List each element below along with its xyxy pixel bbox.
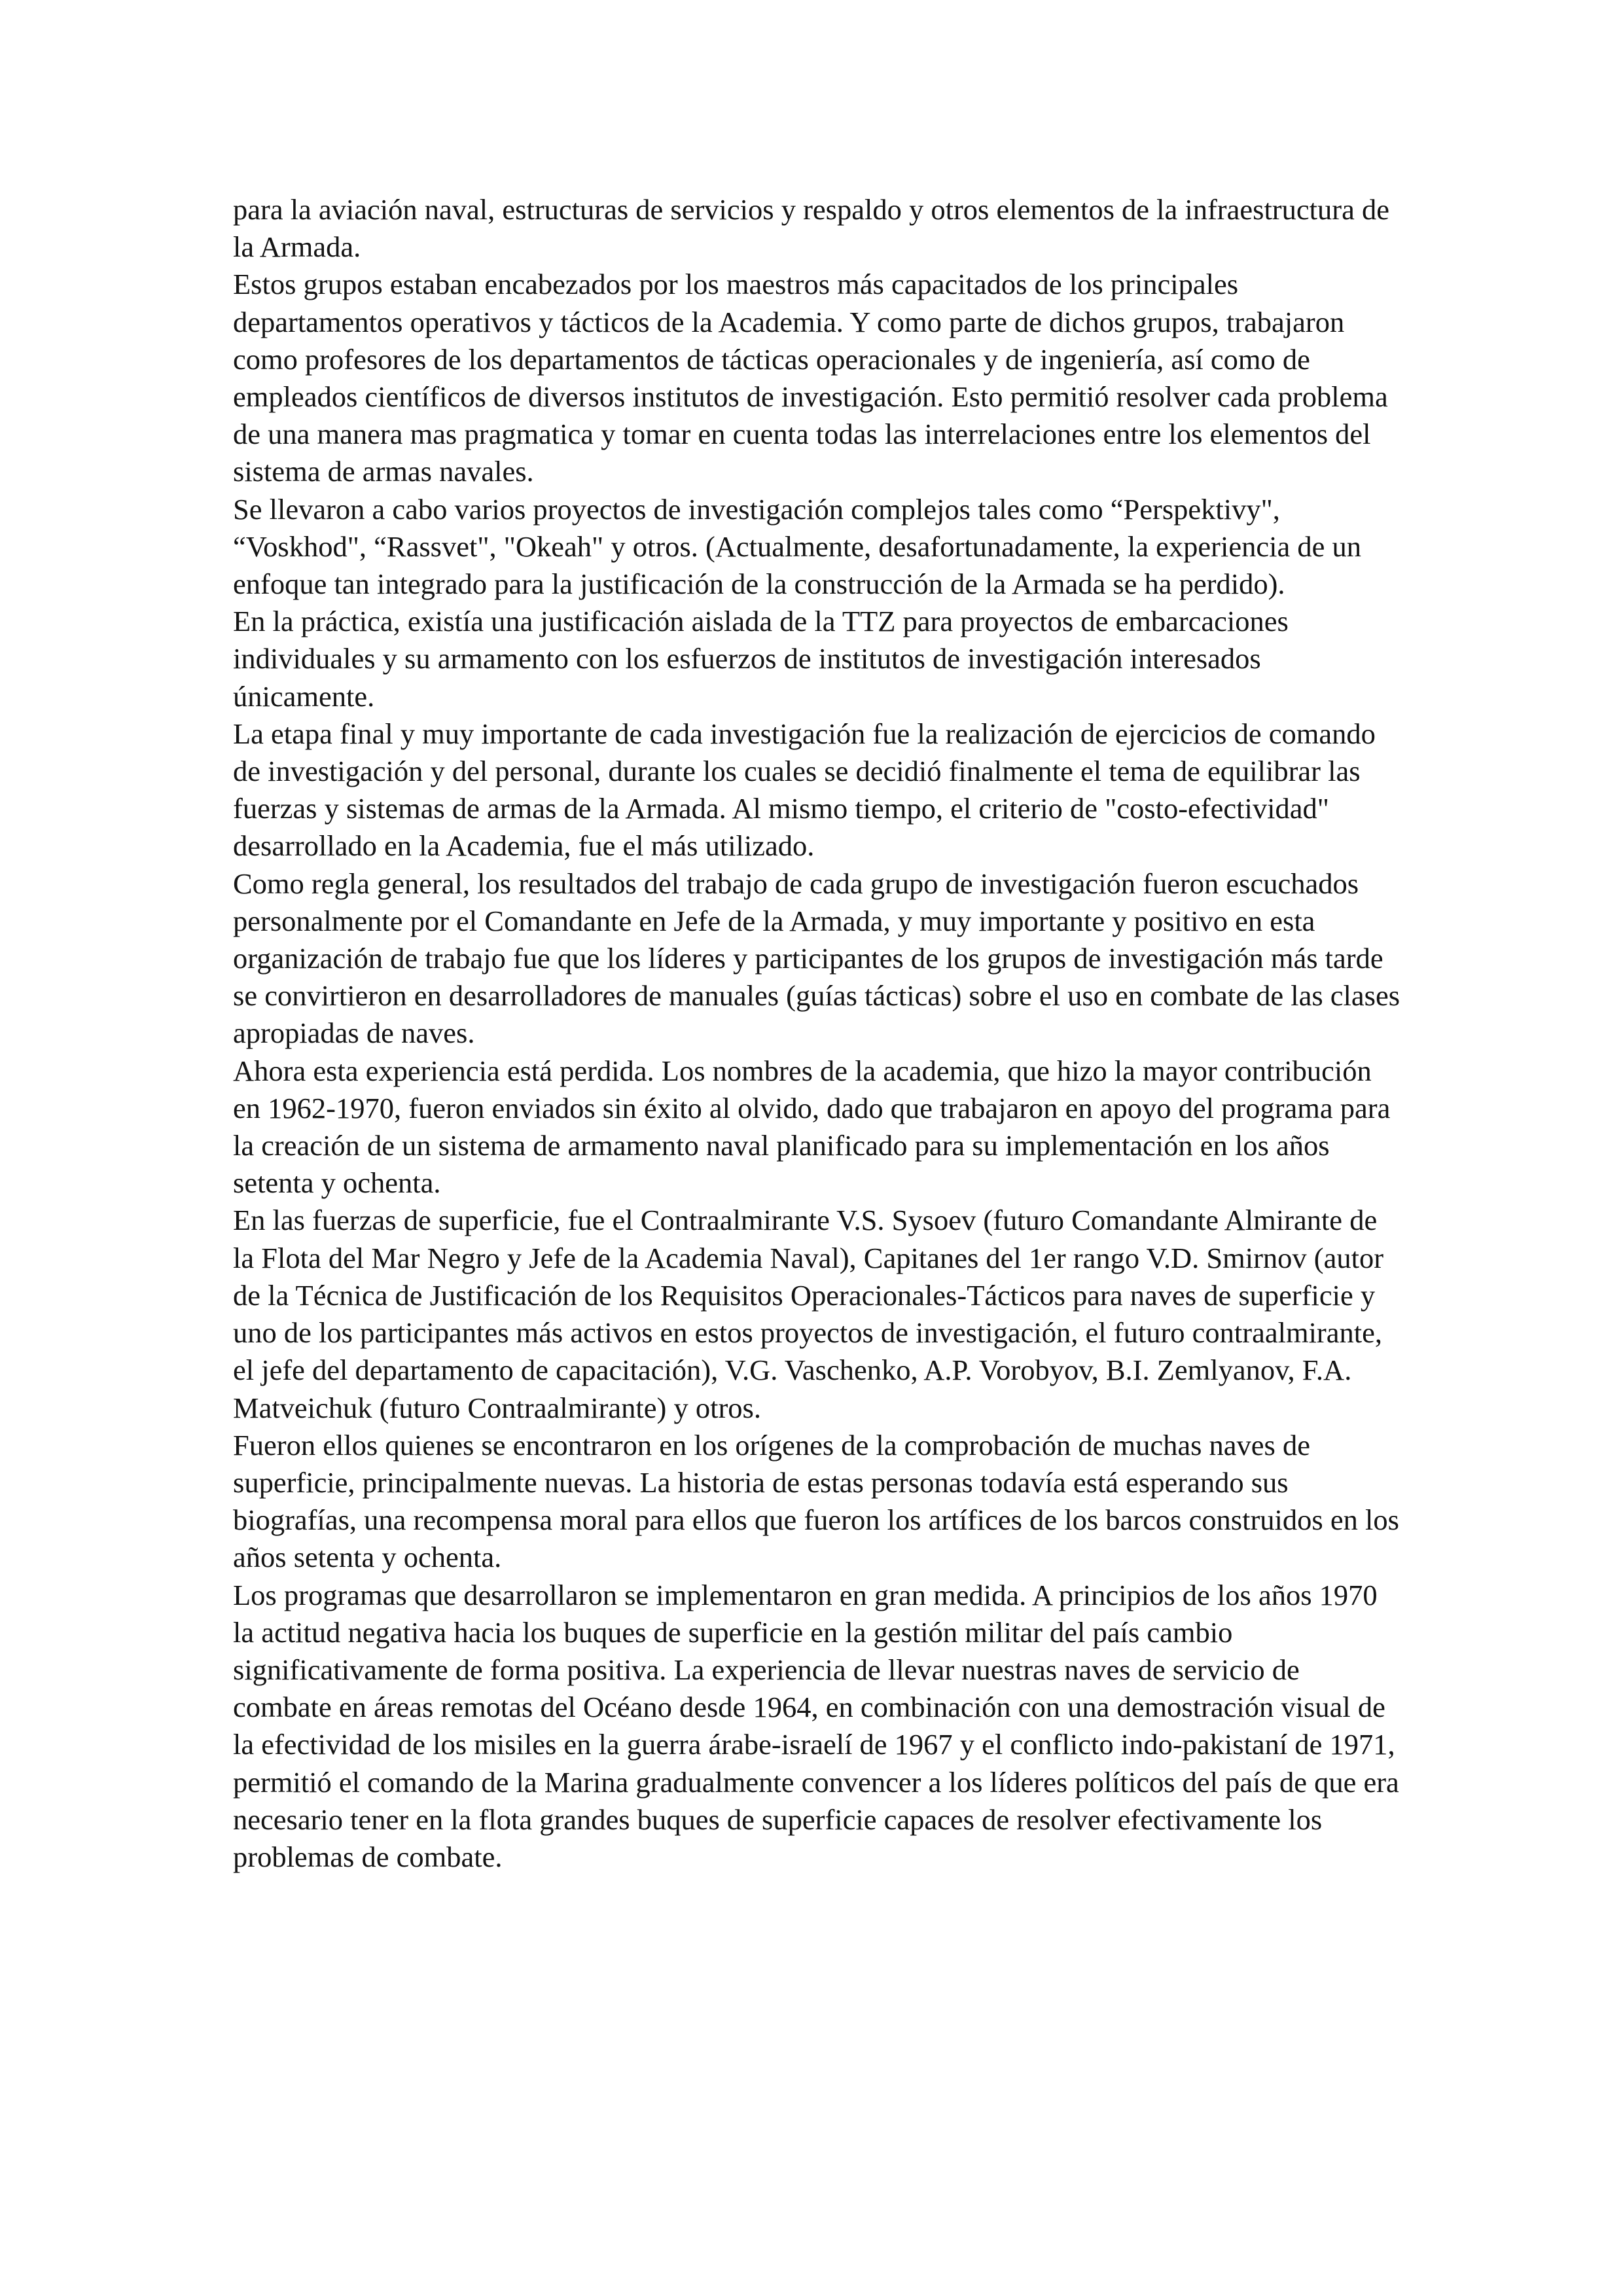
paragraph-8: En las fuerzas de superficie, fue el Contraalmirante V.S. Sysoev (futuro Comandante Almirante de la Flota del Mar Negro y Jefe de la Academia Naval), Capitanes del 1er rango V.D. Smirnov (autor de la Técnica de Justificación de los Requisitos Operacionales-Tácticos para naves de superficie y uno de los participantes más activos en estos proyectos de investigación, el futuro contraalmirante, el jefe del departamento de capacitación), V.G. Vaschenko, A.P. Vorobyov, B.I. Zemlyanov, F.A. Matveichuk (futuro Contraalmirante) y otros.	[233, 1204, 1384, 1424]
paragraph-9: Fueron ellos quienes se encontraron en los orígenes de la comprobación de muchas naves de superficie, principalmente nuevas. La historia de estas personas todavía está esperando sus biografías, una recompensa moral para ellos que fueron los artífices de los barcos construidos en los años setenta y ochenta.	[233, 1428, 1399, 1574]
paragraph-10: Los programas que desarrollaron se implementaron en gran medida. A principios de los años 1970 la actitud negativa hacia los buques de superficie en la gestión militar del país cambio significativamente de forma positiva. La experiencia de llevar nuestras naves de servicio de combate en áreas remotas del Océano desde 1964, en combinación con una demostración visual de la efectividad de los misiles en la guerra árabe-israelí de 1967 y el conflicto indo-pakistaní de 1971, permitió el comando de la Marina gradualmente convencer a los líderes políticos del país de que era necesario tener en la flota grandes buques de superficie capaces de resolver efectivamente los problemas de combate.	[233, 1578, 1399, 1873]
paragraph-7: Ahora esta experiencia está perdida. Los nombres de la academia, que hizo la mayor contribución en 1962-1970, fueron enviados sin éxito al olvido, dado que trabajaron en apoyo del programa para la creación de un sistema de armamento naval planificado para su implementación en los años setenta y ochenta.	[233, 1054, 1391, 1200]
paragraph-3: Se llevaron a cabo varios proyectos de investigación complejos tales como “Perspektivy", “Voskhod", “Rassvet", "Okeah" y otros. (Actualmente, desafortunadamente, la experiencia de un enfoque tan integrado para la justificación de la construcción de la Armada se ha perdido).	[233, 492, 1361, 601]
paragraph-4: En la práctica, existía una justificación aislada de la TTZ para proyectos de embarcaciones individuales y su armamento con los esfuerzos de institutos de investigación interesados únicamente.	[233, 605, 1289, 713]
paragraph-1: para la aviación naval, estructuras de servicios y respaldo y otros elementos de la infraestructura de la Armada.	[233, 193, 1389, 264]
paragraph-6: Como regla general, los resultados del trabajo de cada grupo de investigación fueron escuchados personalmente por el Comandante en Jefe de la Armada, y muy importante y positivo en esta organización de trabajo fue que los líderes y participantes de los grupos de investigación más tarde se convirtieron en desarrolladores de manuales (guías tácticas) sobre el uso en combate de las clases apropiadas de naves.	[233, 867, 1400, 1050]
paragraph-2: Estos grupos estaban encabezados por los maestros más capacitados de los principales departamentos operativos y tácticos de la Academia. Y como parte de dichos grupos, trabajaron como profesores de los departamentos de tácticas operacionales y de ingeniería, así como de empleados científicos de diversos institutos de investigación. Esto permitió resolver cada problema de una manera mas pragmatica y tomar en cuenta todas las interrelaciones entre los elementos del sistema de armas navales.	[233, 268, 1388, 488]
document-body	[233, 191, 1404, 1876]
paragraph-5: La etapa final y muy importante de cada investigación fue la realización de ejercicios de comando de investigación y del personal, durante los cuales se decidió finalmente el tema de equilibrar las fuerzas y sistemas de armas de la Armada. Al mismo tiempo, el criterio de "costo-efectividad" desarrollado en la Academia, fue el más utilizado.	[233, 717, 1376, 863]
